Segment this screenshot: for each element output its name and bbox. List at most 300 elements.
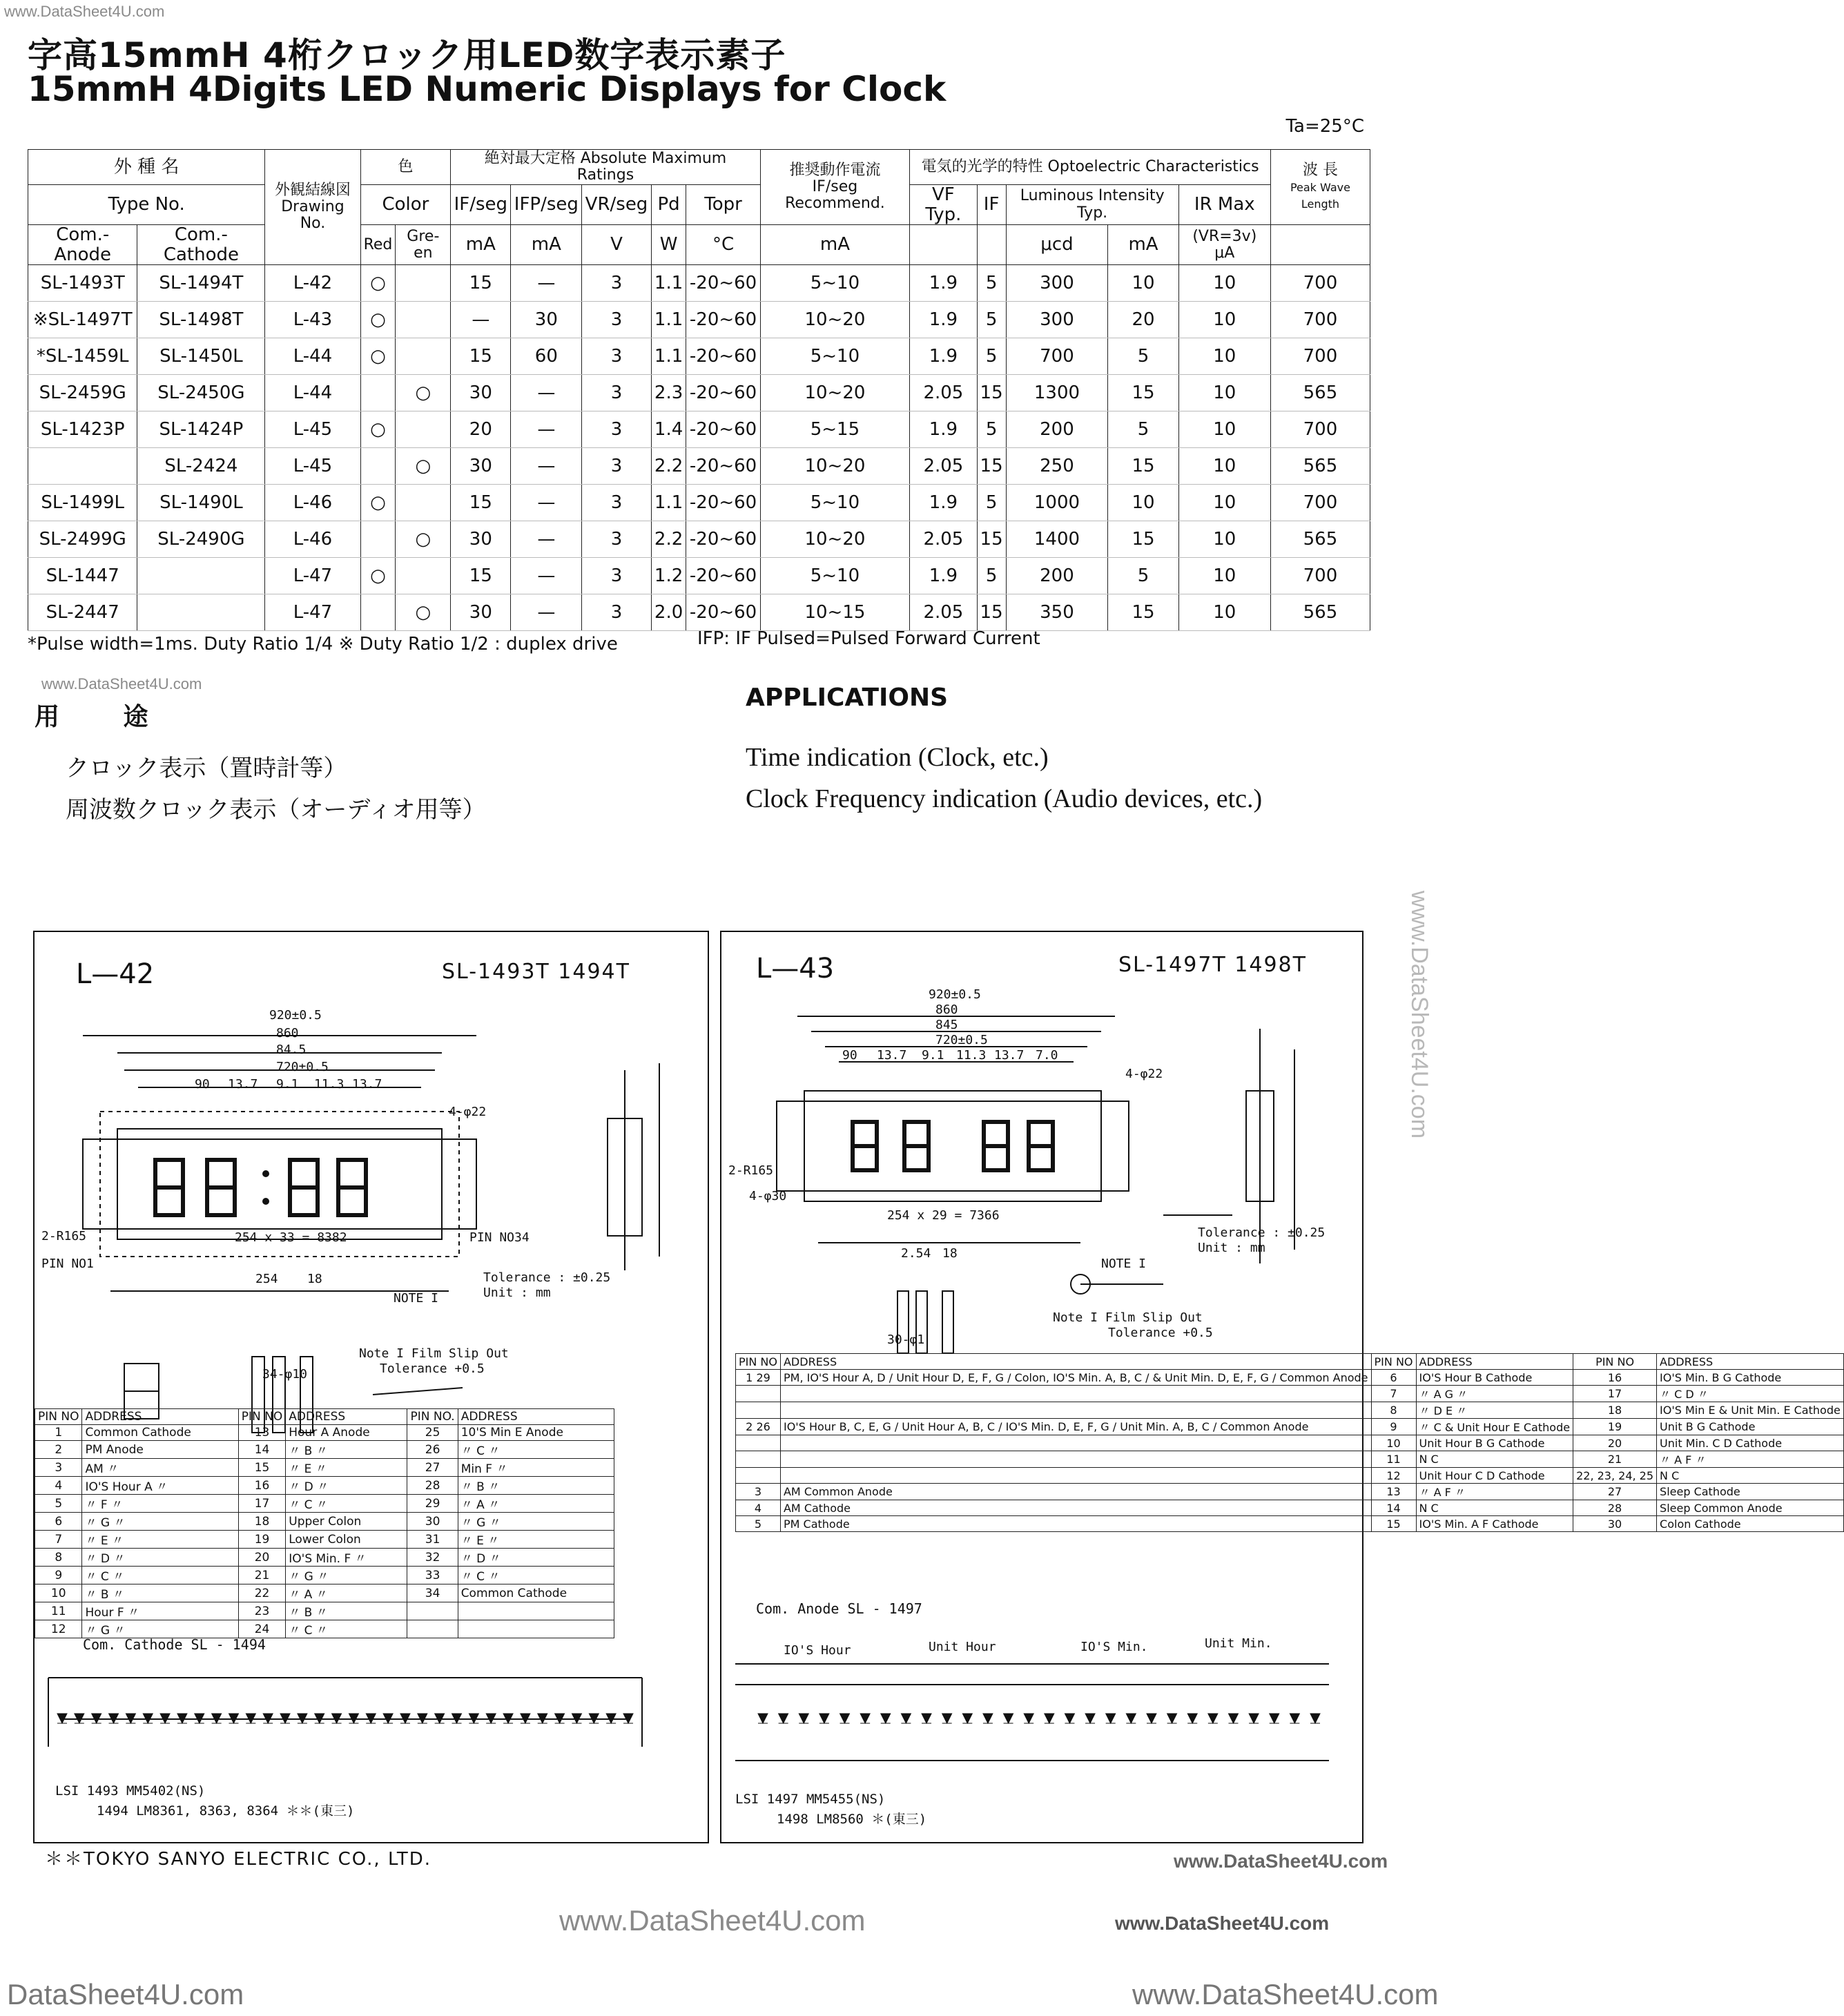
pin-number: 17 xyxy=(1573,1386,1657,1402)
spec-cell-pd: 2.2 xyxy=(651,448,686,485)
pin-address xyxy=(458,1602,614,1620)
pin-address: 〃 D E 〃 xyxy=(1416,1402,1573,1419)
header-rec-jp: 推奨動作電流 xyxy=(789,161,881,179)
applications-heading-en: APPLICATIONS xyxy=(746,684,949,712)
spec-cell-vf: 2.05 xyxy=(910,521,977,558)
diode-symbol xyxy=(962,1714,972,1723)
pin-row xyxy=(736,1516,1844,1532)
pin-address xyxy=(780,1435,1371,1451)
pin-address: 〃 D 〃 xyxy=(82,1549,238,1567)
dim-137b: 13.7 xyxy=(352,1077,382,1092)
header-type-en: Type No. xyxy=(28,185,265,225)
circuit-diagram-l42 xyxy=(35,1664,708,1774)
header-lum: Luminous Intensity Typ. xyxy=(1006,185,1178,225)
pin-number: 19 xyxy=(1573,1419,1657,1435)
pin-number: 18 xyxy=(1573,1402,1657,1419)
pin-number: 8 xyxy=(35,1549,82,1567)
spec-cell-green xyxy=(396,338,451,375)
pin-number: 7 xyxy=(1371,1386,1416,1402)
diode-symbol xyxy=(1290,1714,1299,1723)
pin-number: 8 xyxy=(1371,1402,1416,1419)
spec-cell-if: 15 xyxy=(451,338,511,375)
pin-number: 19 xyxy=(238,1531,285,1549)
spec-cell-vf: 2.05 xyxy=(910,375,977,411)
dim-pitch: 254 x 33 = 8382 xyxy=(235,1230,347,1245)
pin-row xyxy=(35,1549,614,1567)
spec-cell-if: 15 xyxy=(451,485,511,521)
pin-address: 〃 G 〃 xyxy=(82,1620,238,1638)
pin-address: 〃 A G 〃 xyxy=(1416,1386,1573,1402)
label-tolerance: Tolerance : ±0.25 xyxy=(1198,1225,1326,1240)
spec-cell-cathode: SL-1490L xyxy=(137,485,265,521)
spec-cell-vr: 3 xyxy=(582,594,651,631)
dim-113: 11.3 xyxy=(314,1077,344,1092)
pin-header: PIN NO. xyxy=(407,1409,458,1425)
diode-symbol xyxy=(1187,1714,1197,1723)
pin-address: 〃 E 〃 xyxy=(458,1531,614,1549)
spec-cell-ifp: — xyxy=(511,411,582,448)
spec-cell-rec: 10~20 xyxy=(760,375,910,411)
spec-cell-green xyxy=(396,411,451,448)
spec-cell-if2: 15 xyxy=(977,594,1006,631)
pin-number: 1 xyxy=(35,1425,82,1441)
dim-70: 7.0 xyxy=(1036,1048,1058,1063)
pin-header: PIN NO xyxy=(736,1354,781,1370)
spec-cell-anode: *SL-1459L xyxy=(28,338,137,375)
circuit-title: Com. Cathode SL - 1494 xyxy=(83,1636,266,1653)
diode-symbol xyxy=(1004,1714,1013,1723)
spec-cell-pd: 2.2 xyxy=(651,521,686,558)
label-pin1: PIN NO1 xyxy=(41,1257,94,1271)
diode-symbol xyxy=(1228,1714,1238,1723)
spec-cell-green xyxy=(396,265,451,302)
spec-cell-vf: 1.9 xyxy=(910,302,977,338)
spec-cell-ifp: — xyxy=(511,521,582,558)
spec-cell-cathode: SL-2450G xyxy=(137,375,265,411)
spec-cell-lumif: 10 xyxy=(1108,485,1178,521)
spec-cell-lum: 300 xyxy=(1006,302,1108,338)
unit-pd: W xyxy=(651,225,686,265)
spec-cell-ifp: — xyxy=(511,485,582,521)
dim-34-pins: 34-φ10 xyxy=(262,1367,308,1382)
spec-cell-ifp: — xyxy=(511,558,582,594)
dim-r165: 2-R165 xyxy=(41,1229,87,1243)
spec-cell-red: ○ xyxy=(360,265,396,302)
spec-cell-lum: 1400 xyxy=(1006,521,1108,558)
label-tolerance: Tolerance : ±0.25 xyxy=(483,1270,611,1285)
pin-address: 〃 A F 〃 xyxy=(1657,1451,1844,1468)
header-vr: VR/seg xyxy=(582,185,651,225)
pin-number xyxy=(736,1468,781,1484)
pin-number: 10 xyxy=(35,1584,82,1602)
header-drawing-en: Drawing No. xyxy=(281,198,344,233)
spec-cell-if2: 15 xyxy=(977,375,1006,411)
group-label: IO'S Min. xyxy=(1080,1640,1148,1654)
pin-number: 28 xyxy=(407,1477,458,1495)
pin-address: Min F 〃 xyxy=(458,1459,614,1477)
spec-cell-ifp: 30 xyxy=(511,302,582,338)
pin-header: PIN NO xyxy=(1371,1354,1416,1370)
diode-symbol xyxy=(1310,1714,1320,1723)
pin-address: Upper Colon xyxy=(286,1513,407,1531)
diode-symbol xyxy=(942,1714,952,1723)
spec-cell-vr: 3 xyxy=(582,558,651,594)
dim-920: 920±0.5 xyxy=(929,987,981,1002)
spec-cell-red xyxy=(360,521,396,558)
pin-row xyxy=(736,1370,1844,1386)
pin-address: 〃 E 〃 xyxy=(286,1459,407,1477)
header-ifp: IFP/seg xyxy=(511,185,582,225)
dim-hole: 4-φ22 xyxy=(449,1105,487,1119)
unit-topr: °C xyxy=(686,225,760,265)
dim-91: 9.1 xyxy=(276,1077,299,1092)
spec-row xyxy=(28,338,1370,375)
spec-cell-vr: 3 xyxy=(582,448,651,485)
pin-number: 28 xyxy=(1573,1500,1657,1516)
spec-cell-lumif: 5 xyxy=(1108,558,1178,594)
spec-cell-pd: 1.1 xyxy=(651,265,686,302)
spec-cell-if2: 15 xyxy=(977,521,1006,558)
pin-number: 5 xyxy=(736,1516,781,1532)
pin-row xyxy=(736,1435,1844,1451)
pin-address: IO'S Hour B Cathode xyxy=(1416,1370,1573,1386)
spec-cell-if: 15 xyxy=(451,265,511,302)
pin-row xyxy=(35,1531,614,1549)
spec-cell-red: ○ xyxy=(360,411,396,448)
spec-cell-if2: 5 xyxy=(977,485,1006,521)
pin-number: 2 xyxy=(35,1441,82,1459)
label-tolerance2: Tolerance +0.5 xyxy=(1108,1326,1213,1340)
pin-address: 〃 D 〃 xyxy=(286,1477,407,1495)
pin-address: 〃 E 〃 xyxy=(82,1531,238,1549)
dim-254: 2.54 xyxy=(901,1246,931,1261)
pin-number: 5 xyxy=(35,1495,82,1513)
pin-address: PM Cathode xyxy=(780,1516,1371,1532)
lsi-line: 1494 LM8361, 8363, 8364 ＊＊(東三) xyxy=(97,1803,355,1819)
spec-cell-green xyxy=(396,302,451,338)
pin-address: Lower Colon xyxy=(286,1531,407,1549)
unit-vr: V xyxy=(582,225,651,265)
pin-address: Sleep Common Anode xyxy=(1657,1500,1844,1516)
spec-cell-cathode: SL-2490G xyxy=(137,521,265,558)
pin-row xyxy=(736,1451,1844,1468)
pin-number: 18 xyxy=(238,1513,285,1531)
spec-cell-lum: 1000 xyxy=(1006,485,1108,521)
pin-number: 30 xyxy=(1573,1516,1657,1532)
pin-address: 〃 G 〃 xyxy=(286,1567,407,1584)
spec-cell-topr: -20~60 xyxy=(686,521,760,558)
spec-cell-pd: 1.1 xyxy=(651,338,686,375)
pin-header: PIN NO xyxy=(35,1409,82,1425)
spec-cell-vr: 3 xyxy=(582,338,651,375)
spec-table xyxy=(28,149,1370,631)
spec-row xyxy=(28,411,1370,448)
spec-cell-ir: 10 xyxy=(1178,375,1270,411)
spec-cell-cathode xyxy=(137,594,265,631)
pin-address: Common Cathode xyxy=(458,1584,614,1602)
diode-symbol xyxy=(1024,1714,1033,1723)
group-label: Unit Hour xyxy=(929,1640,996,1654)
pin-number: 22, 23, 24, 25 xyxy=(1573,1468,1657,1484)
pin-address xyxy=(780,1451,1371,1468)
spec-cell-lum: 300 xyxy=(1006,265,1108,302)
dim-720: 720±0.5 xyxy=(276,1060,329,1074)
spec-cell-vr: 3 xyxy=(582,375,651,411)
spec-cell-drawing: L-44 xyxy=(265,375,360,411)
lsi-line: 1498 LM8560 ＊(東三) xyxy=(777,1812,927,1827)
pin-row xyxy=(736,1386,1844,1402)
pin-header: ADDRESS xyxy=(1657,1354,1844,1370)
spec-cell-wave: 565 xyxy=(1270,375,1370,411)
spec-cell-wave: 565 xyxy=(1270,594,1370,631)
dim-pitch: 254 x 29 = 7366 xyxy=(887,1208,1000,1223)
drawing-model: SL-1493T 1494T xyxy=(442,960,630,984)
spec-cell-if2: 5 xyxy=(977,338,1006,375)
spec-cell-green: ○ xyxy=(396,375,451,411)
group-label: Unit Min. xyxy=(1205,1636,1272,1651)
pin-number: 20 xyxy=(238,1549,285,1567)
spec-cell-red: ○ xyxy=(360,302,396,338)
header-rec-en: IF/seg Recommend. xyxy=(785,178,885,213)
unit-lum: μcd xyxy=(1006,225,1108,265)
spec-cell-red: ○ xyxy=(360,485,396,521)
header-opto: 電気的光学的特性 Optoelectric Characteristics xyxy=(910,150,1271,185)
diode-symbol xyxy=(1126,1714,1136,1723)
spec-cell-rec: 10~20 xyxy=(760,521,910,558)
pin-number xyxy=(736,1435,781,1451)
spec-cell-vr: 3 xyxy=(582,411,651,448)
spec-cell-lum: 200 xyxy=(1006,558,1108,594)
pin-row xyxy=(35,1620,614,1638)
diode-symbol xyxy=(881,1714,891,1723)
pin-row xyxy=(736,1468,1844,1484)
pin-number: 11 xyxy=(1371,1451,1416,1468)
spec-cell-if: 15 xyxy=(451,558,511,594)
spec-row xyxy=(28,265,1370,302)
spec-cell-topr: -20~60 xyxy=(686,448,760,485)
pin-address: 〃 A F 〃 xyxy=(1416,1484,1573,1500)
pin-address xyxy=(780,1386,1371,1402)
pin-address: 〃 B 〃 xyxy=(286,1602,407,1620)
drawing-model: SL-1497T 1498T xyxy=(1118,953,1307,977)
pin-address: IO'S Hour A 〃 xyxy=(82,1477,238,1495)
diode-symbol xyxy=(799,1714,808,1723)
spec-cell-wave: 700 xyxy=(1270,338,1370,375)
pin-header: ADDRESS xyxy=(780,1354,1371,1370)
header-vf: VF Typ. xyxy=(910,185,977,225)
pin-number: 34 xyxy=(407,1584,458,1602)
pin-address: Unit Min. C D Cathode xyxy=(1657,1435,1844,1451)
pin-number: 26 xyxy=(407,1441,458,1459)
pin-address: Hour A Anode xyxy=(286,1425,407,1441)
spec-cell-lum: 700 xyxy=(1006,338,1108,375)
pin-address: 〃 D 〃 xyxy=(458,1549,614,1567)
label-note-film: Note I Film Slip Out xyxy=(359,1346,509,1361)
pin-address: 〃 G 〃 xyxy=(82,1513,238,1531)
spec-cell-if: 30 xyxy=(451,448,511,485)
spec-cell-lum: 1300 xyxy=(1006,375,1108,411)
spec-cell-ir: 10 xyxy=(1178,302,1270,338)
pin-address: 〃 C 〃 xyxy=(286,1495,407,1513)
pin-number: 4 xyxy=(736,1500,781,1516)
spec-cell-ifp: — xyxy=(511,448,582,485)
spec-cell-pd: 1.2 xyxy=(651,558,686,594)
spec-cell-pd: 1.1 xyxy=(651,485,686,521)
pin-address: 〃 B 〃 xyxy=(82,1584,238,1602)
drawing-panel-l42 xyxy=(33,931,709,1843)
dim-18: 18 xyxy=(942,1246,958,1261)
pin-address: 〃 C 〃 xyxy=(286,1620,407,1638)
diode-symbol xyxy=(1249,1714,1259,1723)
spec-cell-lumif: 15 xyxy=(1108,448,1178,485)
spec-cell-lumif: 15 xyxy=(1108,594,1178,631)
pin-number: 6 xyxy=(1371,1370,1416,1386)
spec-cell-cathode xyxy=(137,558,265,594)
footnote-ifp: IFP: IF Pulsed=Pulsed Forward Current xyxy=(697,628,1040,649)
dim-30-pins: 30-φ1 xyxy=(887,1332,925,1347)
group-label: IO'S Hour xyxy=(784,1643,851,1658)
watermark: www.DataSheet4U.com xyxy=(1406,891,1433,1139)
dim-18: 18 xyxy=(307,1272,322,1286)
spec-cell-green xyxy=(396,485,451,521)
watermark: www.DataSheet4U.com xyxy=(4,3,165,20)
diode-symbol xyxy=(922,1714,931,1723)
dim-137: 13.7 xyxy=(228,1077,258,1092)
title-english: 15mmH 4Digits LED Numeric Displays for Clock xyxy=(28,69,947,109)
spec-cell-ir: 10 xyxy=(1178,411,1270,448)
pin-number: 6 xyxy=(35,1513,82,1531)
spec-cell-ifp: 60 xyxy=(511,338,582,375)
header-anode: Com.-Anode xyxy=(28,225,137,265)
application-item-en: Time indication (Clock, etc.) xyxy=(746,743,1049,772)
dim-137: 13.7 xyxy=(877,1048,907,1063)
spec-cell-rec: 5~10 xyxy=(760,558,910,594)
header-if2: IF xyxy=(977,185,1006,225)
dim-720: 720±0.5 xyxy=(935,1033,988,1047)
spec-cell-anode: SL-2499G xyxy=(28,521,137,558)
spec-cell-ir: 10 xyxy=(1178,338,1270,375)
header-type-jp: 外 種 名 xyxy=(28,150,265,185)
label-note: NOTE I xyxy=(394,1291,439,1306)
lsi-line: LSI 1493 MM5402(NS) xyxy=(55,1783,206,1799)
spec-cell-rec: 10~20 xyxy=(760,302,910,338)
spec-cell-vf: 1.9 xyxy=(910,411,977,448)
spec-cell-anode: SL-2447 xyxy=(28,594,137,631)
pin-address: Unit Hour B G Cathode xyxy=(1416,1435,1573,1451)
spec-cell-wave: 700 xyxy=(1270,265,1370,302)
pin-number: 9 xyxy=(1371,1419,1416,1435)
spec-cell-vr: 3 xyxy=(582,265,651,302)
pin-address: 〃 G 〃 xyxy=(458,1513,614,1531)
spec-cell-wave: 700 xyxy=(1270,558,1370,594)
dim-860: 860 xyxy=(276,1026,299,1040)
pin-number xyxy=(736,1386,781,1402)
pin-address: N C xyxy=(1416,1451,1573,1468)
pin-address: 〃 A 〃 xyxy=(286,1584,407,1602)
spec-cell-red xyxy=(360,594,396,631)
spec-cell-pd: 1.1 xyxy=(651,302,686,338)
spec-cell-topr: -20~60 xyxy=(686,594,760,631)
spec-cell-topr: -20~60 xyxy=(686,485,760,521)
spec-cell-ir: 10 xyxy=(1178,521,1270,558)
watermark: www.DataSheet4U.com xyxy=(1132,1978,1439,2010)
pin-address: IO'S Min E & Unit Min. E Cathode xyxy=(1657,1402,1844,1419)
spec-cell-rec: 5~15 xyxy=(760,411,910,448)
pin-number: 16 xyxy=(1573,1370,1657,1386)
pin-address: Unit Hour C D Cathode xyxy=(1416,1468,1573,1484)
spec-cell-topr: -20~60 xyxy=(686,558,760,594)
spec-cell-pd: 1.4 xyxy=(651,411,686,448)
spec-cell-if2: 5 xyxy=(977,411,1006,448)
pin-row xyxy=(35,1513,614,1531)
pin-number: 33 xyxy=(407,1567,458,1584)
pin-row xyxy=(35,1459,614,1477)
spec-cell-red xyxy=(360,375,396,411)
pin-number: 16 xyxy=(238,1477,285,1495)
spec-cell-lumif: 15 xyxy=(1108,521,1178,558)
spec-cell-anode: SL-1499L xyxy=(28,485,137,521)
dim-845: 84.5 xyxy=(276,1043,307,1057)
spec-cell-vr: 3 xyxy=(582,302,651,338)
spec-cell-ifp: — xyxy=(511,265,582,302)
label-unit: Unit : mm xyxy=(1198,1241,1265,1255)
pin-address: 〃 B 〃 xyxy=(286,1441,407,1459)
spec-cell-cathode: SL-1498T xyxy=(137,302,265,338)
dim-860: 860 xyxy=(935,1002,958,1017)
diode-symbol xyxy=(1270,1714,1279,1723)
header-red: Red xyxy=(360,225,396,265)
spec-cell-rec: 5~10 xyxy=(760,338,910,375)
application-item-en: Clock Frequency indication (Audio devices, etc.) xyxy=(746,784,1263,813)
pin-number: 32 xyxy=(407,1549,458,1567)
pin-number: 13 xyxy=(238,1425,285,1441)
pin-row xyxy=(35,1441,614,1459)
label-unit: Unit : mm xyxy=(483,1286,551,1300)
spec-cell-anode xyxy=(28,448,137,485)
pin-number xyxy=(736,1451,781,1468)
spec-cell-lumif: 5 xyxy=(1108,338,1178,375)
pin-address: 10'S Min E Anode xyxy=(458,1425,614,1441)
pin-number: 27 xyxy=(407,1459,458,1477)
pin-row xyxy=(35,1425,614,1441)
pin-number: 3 xyxy=(736,1484,781,1500)
pin-number: 12 xyxy=(1371,1468,1416,1484)
unit-ifp: mA xyxy=(511,225,582,265)
pin-row xyxy=(35,1567,614,1584)
pin-header: ADDRESS xyxy=(286,1409,407,1425)
spec-cell-rec: 10~20 xyxy=(760,448,910,485)
diode-symbol xyxy=(758,1714,768,1723)
pin-header: ADDRESS xyxy=(82,1409,238,1425)
dim-hole: 4-φ22 xyxy=(1125,1067,1163,1081)
spec-row xyxy=(28,594,1370,631)
label-tolerance2: Tolerance +0.5 xyxy=(380,1361,485,1376)
spec-cell-rec: 5~10 xyxy=(760,265,910,302)
pin-address: AM 〃 xyxy=(82,1459,238,1477)
pin-number: 4 xyxy=(35,1477,82,1495)
company-name: ＊＊TOKYO SANYO ELECTRIC CO., LTD. xyxy=(45,1849,432,1870)
pin-address: IO'S Min. B G Cathode xyxy=(1657,1370,1844,1386)
pin-header: PIN NO xyxy=(1573,1354,1657,1370)
pin-number: 24 xyxy=(238,1620,285,1638)
spec-cell-cathode: SL-2424 xyxy=(137,448,265,485)
pin-address xyxy=(780,1402,1371,1419)
header-topr: Topr xyxy=(686,185,760,225)
pin-row xyxy=(35,1602,614,1620)
spec-cell-ir: 10 xyxy=(1178,594,1270,631)
header-color-en: Color xyxy=(360,185,451,225)
spec-cell-pd: 2.0 xyxy=(651,594,686,631)
